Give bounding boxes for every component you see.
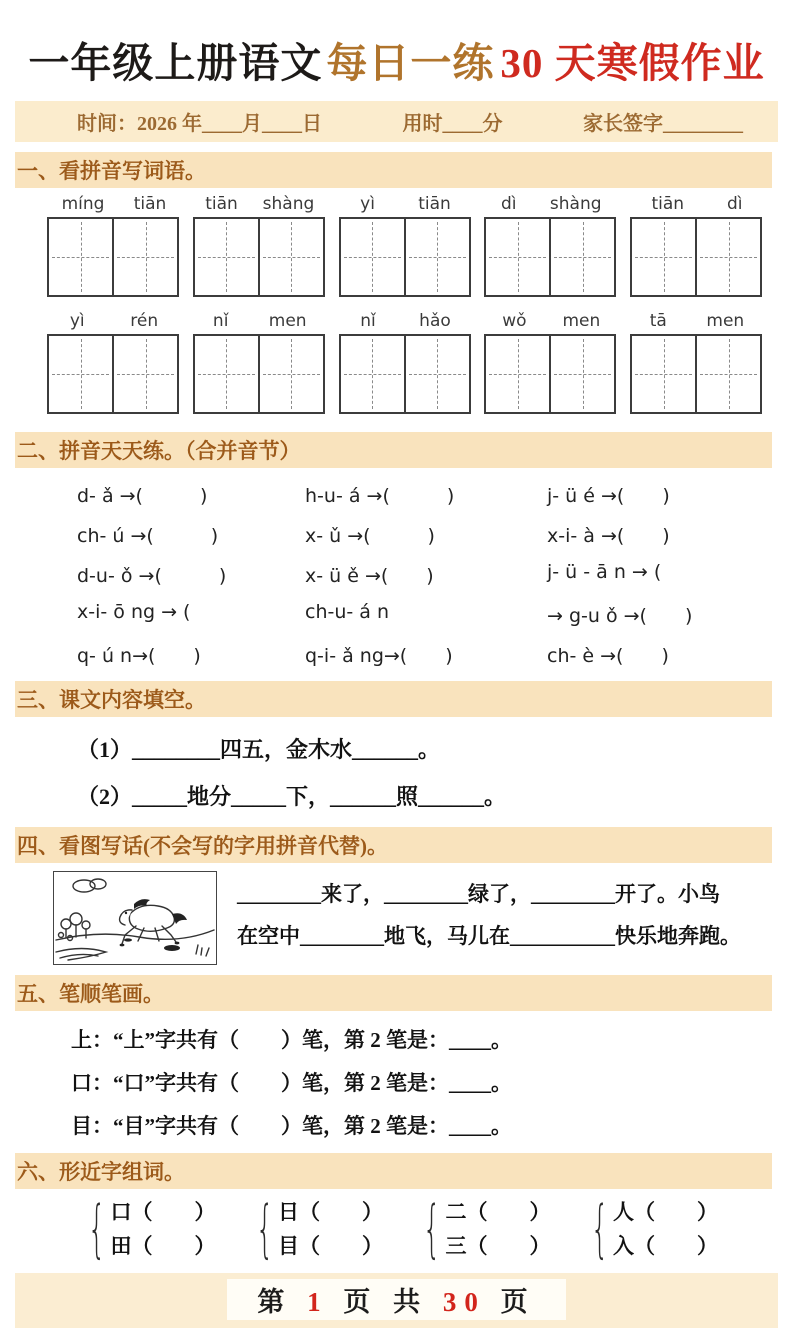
pinyin-label: nǐ: [360, 311, 376, 331]
stroke-order-line: 目：“目”字共有（ ）笔，第 2 笔是：____。: [71, 1114, 512, 1138]
footer-text: 页 共: [343, 1287, 429, 1317]
tian-grid: [47, 217, 179, 297]
signature-field: 家长签字________: [583, 113, 743, 135]
section-5-heading: 五、笔顺笔画。: [15, 975, 772, 1011]
picture-writing-block: [53, 871, 778, 965]
brace-icon: {: [590, 1192, 609, 1265]
tian-grid: [339, 334, 471, 414]
tian-grid-cell: [695, 336, 760, 412]
word-group: [630, 311, 764, 414]
tian-grid-cell: [112, 336, 177, 412]
pair-bottom: 入（ ）: [613, 1234, 718, 1258]
merge-row: [15, 481, 778, 508]
title-series: 每日一练: [326, 40, 495, 86]
duration-field: 用时____分: [402, 113, 503, 135]
pair-top: 二（ ）: [445, 1200, 551, 1224]
tian-grid: [630, 217, 762, 297]
pinyin-label: tiān: [205, 194, 238, 214]
merge-item: x-i- à →( ): [547, 525, 670, 547]
tian-grid-cell: [486, 336, 549, 412]
pair-top: 人（ ）: [613, 1200, 718, 1224]
page-footer: [15, 1273, 778, 1328]
pinyin-word-row-2: [15, 311, 778, 414]
merge-item: d- ǎ →( ): [77, 485, 208, 507]
total-pages: 30: [442, 1287, 486, 1317]
footer-text: 第: [257, 1287, 293, 1317]
merge-row: [15, 641, 778, 668]
merge-row: [15, 521, 778, 548]
worksheet-page: [0, 30, 793, 1317]
pinyin-label: yì: [69, 311, 85, 331]
tian-grid-cell: [341, 219, 404, 295]
merge-item: ch- è →( ): [547, 645, 669, 667]
merge-item: q-i- ǎ ng→( ): [305, 645, 453, 667]
word-group: [47, 194, 181, 297]
page-title: [15, 30, 778, 89]
merge-item: ch- ú →( ): [77, 525, 219, 547]
tian-grid: [630, 334, 762, 414]
tian-grid-cell: [549, 219, 614, 295]
info-bar: [15, 101, 778, 142]
pair-top: 口（ ）: [110, 1200, 216, 1224]
similar-char-pairs: [15, 1193, 778, 1263]
pinyin-label: nǐ: [212, 311, 229, 331]
stroke-order-line: 口：“口”字共有（ ）笔，第 2 笔是：____。: [71, 1071, 512, 1095]
section-1-heading: 一、看拼音写词语。: [15, 152, 772, 188]
tian-grid-cell: [258, 336, 323, 412]
syllable-merge-exercise: [15, 481, 778, 668]
merge-item: x- ǔ →( ): [305, 525, 435, 547]
pinyin-label: tiān: [133, 194, 167, 214]
tian-grid-cell: [49, 219, 112, 295]
word-group: [484, 194, 618, 297]
page-number: 1: [307, 1287, 329, 1317]
pinyin-label: rén: [130, 311, 159, 331]
pair-bottom: 三（ ）: [445, 1234, 551, 1258]
page-indicator: [227, 1279, 565, 1320]
pinyin-label: wǒ: [502, 311, 527, 331]
tian-grid-cell: [404, 336, 469, 412]
footer-text: 页: [500, 1287, 536, 1317]
stroke-order-line: 上：“上”字共有（ ）笔，第 2 笔是：____。: [71, 1028, 512, 1052]
pinyin-label: míng: [61, 194, 105, 214]
pair-bottom: 目（ ）: [277, 1234, 383, 1258]
scene-illustration: [53, 871, 217, 965]
section-2-heading: 二、拼音天天练。（合并音节）: [15, 432, 772, 468]
pinyin-label: tā: [649, 311, 667, 331]
pinyin-label: hǎo: [419, 311, 451, 331]
pinyin-label: men: [268, 311, 307, 331]
tian-grid-cell: [549, 336, 614, 412]
fill-blank-line: 在空中________地飞，马儿在__________快乐地奔跑。: [237, 924, 741, 948]
tian-grid-cell: [195, 219, 258, 295]
tian-grid-cell: [486, 219, 549, 295]
pinyin-label: shàng: [549, 194, 602, 214]
pinyin-label: tiān: [651, 194, 685, 214]
pair-group: [580, 1192, 718, 1265]
tian-grid-cell: [341, 336, 404, 412]
picture-writing-lines: [237, 871, 741, 957]
tian-grid: [193, 217, 325, 297]
date-field: 时间：2026 年____月____日: [77, 113, 322, 135]
tian-grid-cell: [404, 219, 469, 295]
section-6-heading: 六、形近字组词。: [15, 1153, 772, 1189]
tian-grid-cell: [632, 219, 695, 295]
word-group: [484, 311, 618, 414]
brace-icon: {: [255, 1192, 274, 1265]
fill-blank-line: （1）________四五，金木水______。: [77, 737, 441, 762]
merge-item: → g-u ǒ →( ): [547, 605, 693, 627]
tian-grid-cell: [195, 336, 258, 412]
word-group: [47, 311, 181, 414]
tian-grid-cell: [258, 219, 323, 295]
pair-bottom: 田（ ）: [110, 1234, 216, 1258]
fill-blank-line: ________来了，________绿了，________开了。小鸟: [237, 882, 720, 906]
tian-grid-cell: [695, 219, 760, 295]
pinyin-word-row-1: [15, 194, 778, 297]
merge-item: ch-u- á n: [305, 601, 390, 623]
tian-grid-cell: [632, 336, 695, 412]
word-group: [630, 194, 764, 297]
section-3-heading: 三、课文内容填空。: [15, 681, 772, 717]
title-edition: 30 天寒假作业: [500, 40, 765, 86]
word-group: [193, 311, 327, 414]
pinyin-label: dì: [500, 194, 517, 214]
tian-grid: [193, 334, 325, 414]
pair-group: [77, 1192, 216, 1265]
tian-grid: [47, 334, 179, 414]
merge-row: [15, 601, 778, 628]
word-group: [339, 311, 473, 414]
merge-row: [15, 561, 778, 588]
merge-item: j- ü é →( ): [547, 485, 670, 507]
pair-group: [245, 1192, 383, 1265]
title-course: 一年级上册语文: [28, 40, 323, 86]
tian-grid: [484, 217, 616, 297]
merge-item: x- ü ě →( ): [305, 565, 434, 587]
pinyin-label: shàng: [262, 194, 315, 214]
section-4-heading: 四、看图写话(不会写的字用拼音代替)。: [15, 827, 772, 863]
tian-grid-cell: [49, 336, 112, 412]
pinyin-label: yì: [360, 194, 375, 214]
pinyin-label: men: [562, 311, 601, 331]
pinyin-label: dì: [727, 194, 743, 214]
pinyin-label: tiān: [418, 194, 451, 214]
pinyin-label: men: [706, 311, 745, 331]
pair-group: [412, 1192, 551, 1265]
word-group: [193, 194, 327, 297]
fill-blank-line: （2）_____地分_____下，______照______。: [77, 784, 507, 809]
word-group: [339, 194, 473, 297]
merge-item: h-u- á →( ): [305, 485, 455, 507]
brace-icon: {: [87, 1192, 106, 1265]
tian-grid: [339, 217, 471, 297]
merge-item: d-u- ǒ →( ): [77, 565, 227, 587]
merge-item: x-i- ō ng → (: [77, 601, 191, 623]
brace-icon: {: [422, 1192, 441, 1265]
merge-item: j- ü - ā n → (: [547, 561, 662, 583]
merge-item: q- ú n→( ): [77, 645, 201, 667]
tian-grid: [484, 334, 616, 414]
pair-top: 日（ ）: [277, 1200, 383, 1224]
tian-grid-cell: [112, 219, 177, 295]
